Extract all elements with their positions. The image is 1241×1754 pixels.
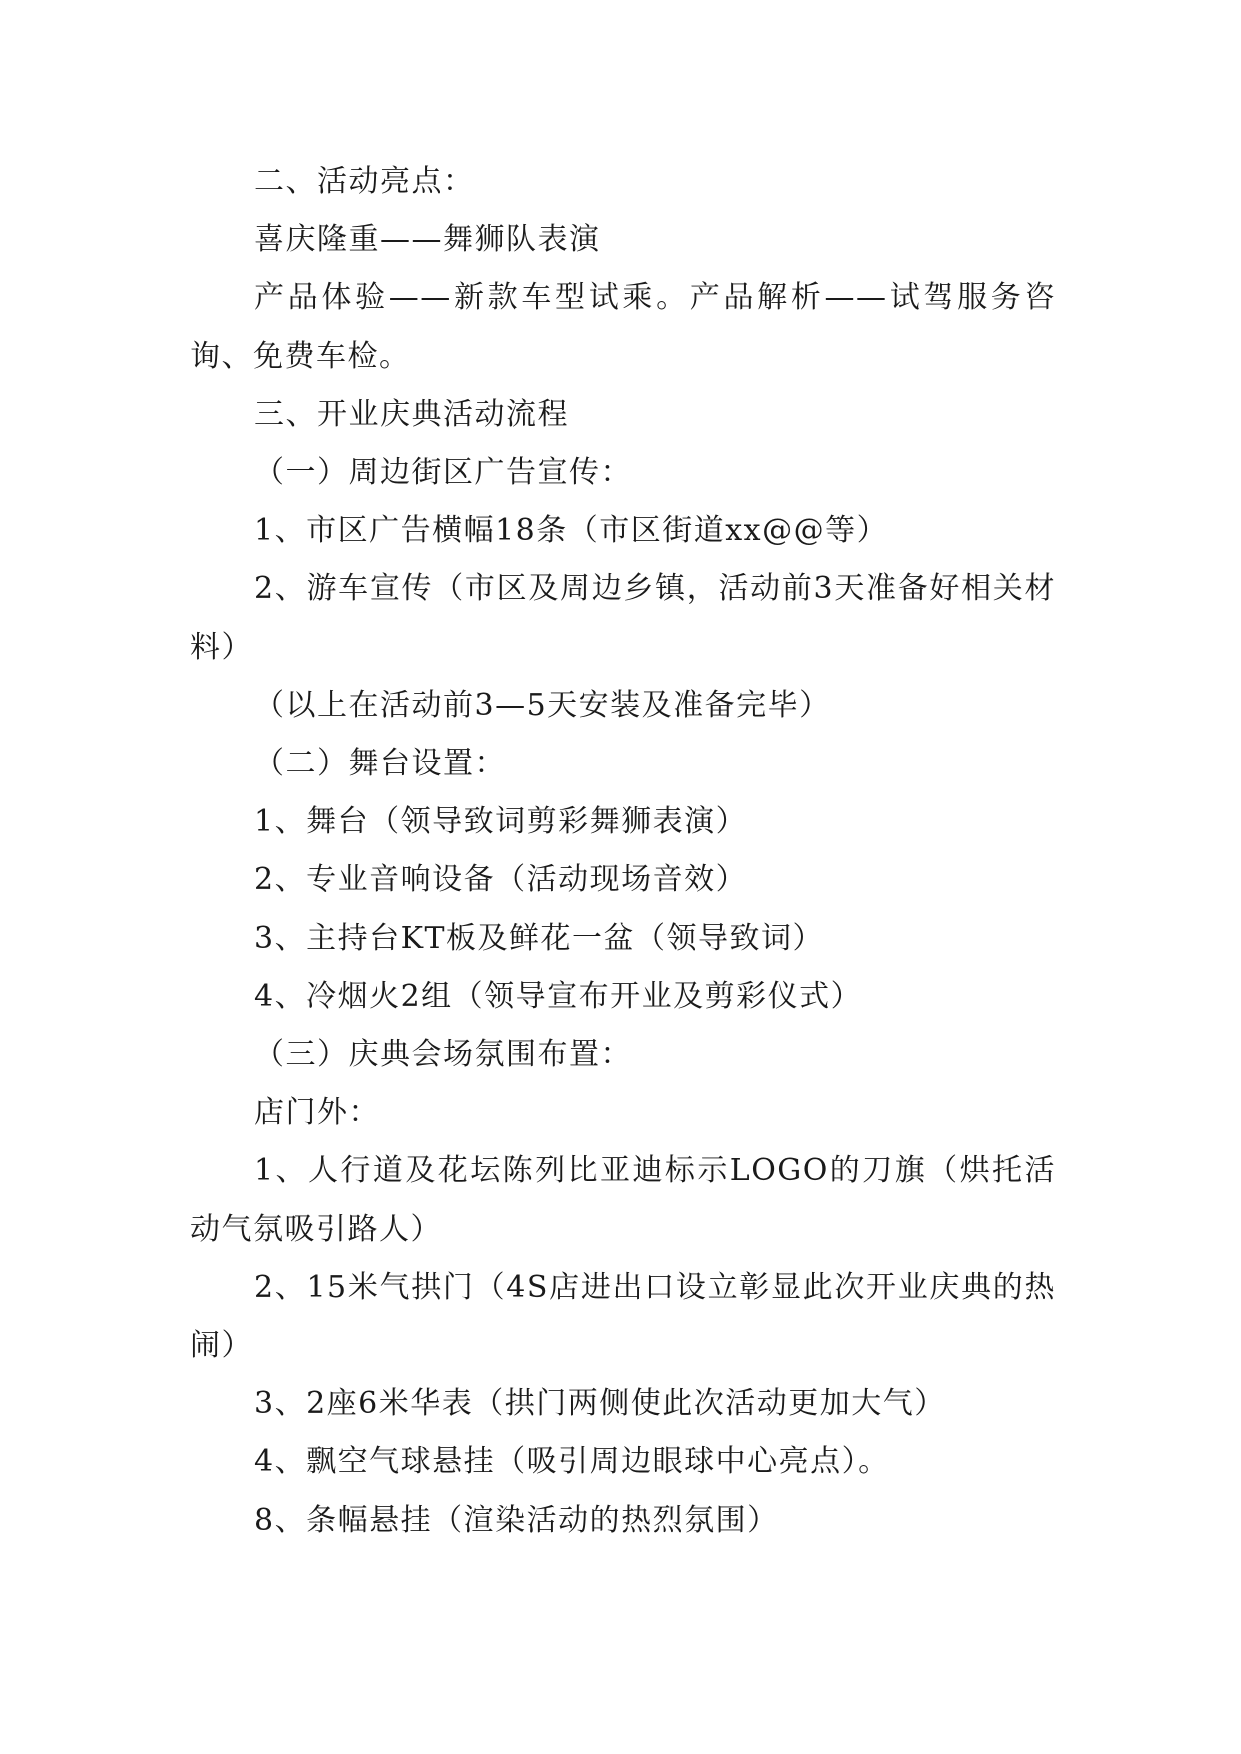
list-item: 1、人行道及花坛陈列比亚迪标示LOGO的刀旗（烘托活动气氛吸引路人） (190, 1153, 1056, 1247)
list-item: 4、飘空气球悬挂（吸引周边眼球中心亮点）。 (254, 1444, 890, 1480)
list-item: 1、舞台（领导致词剪彩舞狮表演） (254, 804, 748, 840)
list-item: 4、冷烟火2组（领导宣布开业及剪彩仪式） (254, 978, 863, 1014)
note: （以上在活动前3—5天安装及准备完毕） (254, 687, 831, 723)
list-item: 1、市区广告横幅18条（市区街道xx@@等） (254, 513, 889, 549)
paragraph: 喜庆隆重——舞狮队表演 (254, 222, 601, 258)
list-item: 2、15米气拱门（4S店进出口设立彰显此次开业庆典的热闹） (190, 1269, 1056, 1364)
paragraph: 店门外： (254, 1095, 380, 1131)
list-item: 3、2座6米华表（拱门两侧使此次活动更加大气） (254, 1386, 946, 1422)
list-item: 2、游车宣传（市区及周边乡镇，活动前3天准备好相关材料） (190, 571, 1056, 665)
document-body (190, 153, 1056, 1550)
section-heading-process: 三、开业庆典活动流程 (254, 396, 569, 432)
section-heading-highlights: 二、活动亮点： (254, 164, 475, 199)
subsection-heading: （一）周边街区广告宣传： (254, 455, 632, 491)
subsection-heading: （三）庆典会场氛围布置： (254, 1037, 632, 1073)
paragraph: 产品体验——新款车型试乘。产品解析——试驾服务咨询、免费车检。 (190, 280, 1056, 374)
list-item: 8、条幅悬挂（渲染活动的热烈氛围） (254, 1502, 779, 1538)
list-item: 2、专业音响设备（活动现场音效） (254, 862, 748, 898)
list-item: 3、主持台KT板及鲜花一盆（领导致词） (254, 920, 825, 956)
subsection-heading: （二）舞台设置： (254, 746, 506, 782)
